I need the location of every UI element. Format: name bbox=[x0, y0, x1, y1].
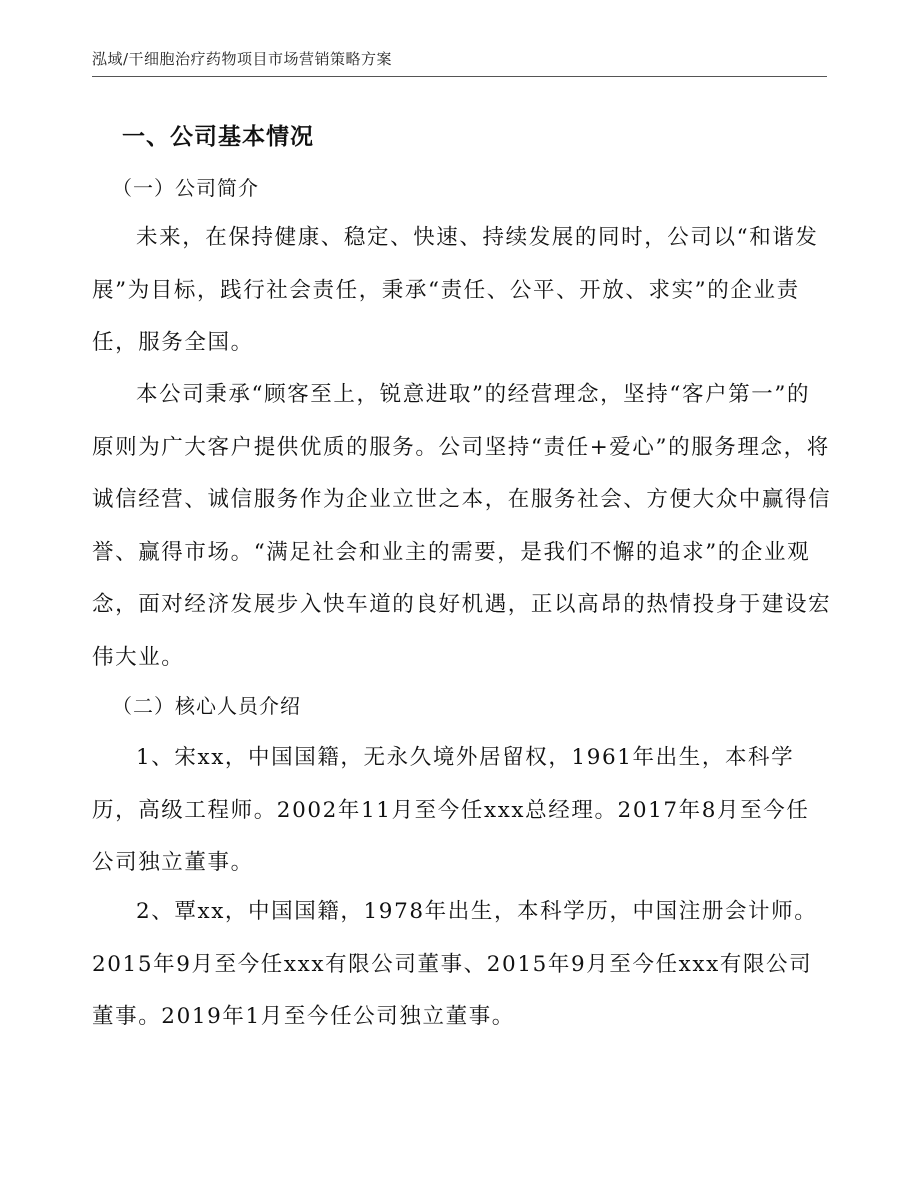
paragraph-staff-1: 1、宋xx，中国国籍，无永久境外居留权，1961年出生，本科学历，高级工程师。2002年11月至今任xxx总经理。2017年8月至今任公司独立董事。 bbox=[92, 745, 810, 875]
paragraph-company-intro-1: 未来，在保持健康、稳定、快速、持续发展的同时，公司以“和谐发展”为目标，践行社会责任，秉承“责任、公平、开放、求实”的企业责任，服务全国。 bbox=[92, 225, 819, 355]
paragraph-staff-2: 2、覃xx，中国国籍，1978年出生，本科学历，中国注册会计师。2015年9月至今任xxx有限公司董事、2015年9月至今任xxx有限公司董事。2019年1月至今任公司独立董事。 bbox=[92, 899, 818, 1029]
header-rule bbox=[92, 76, 827, 77]
subsection-heading-company-intro: （一）公司简介 bbox=[112, 176, 259, 200]
section-title: 一、公司基本情况 bbox=[122, 123, 314, 150]
paragraph-company-intro-2: 本公司秉承“顾客至上，锐意进取”的经营理念，坚持“客户第一”的原则为广大客户提供优质的服务。公司坚持“责任+爱心”的服务理念，将诚信经营、诚信服务作为企业立世之本，在服务社会、方便大众中赢得信誉、赢得市场。“满足社会和业主的需要，是我们不懈的追求”的企业观念，面对经济发展步入快车道的良好机遇，正以高昂的热情投身于建设宏伟大业。 bbox=[92, 382, 832, 670]
running-header: 泓域/干细胞治疗药物项目市场营销策略方案 bbox=[92, 50, 393, 68]
subsection-heading-core-staff: （二）核心人员介绍 bbox=[112, 694, 301, 718]
